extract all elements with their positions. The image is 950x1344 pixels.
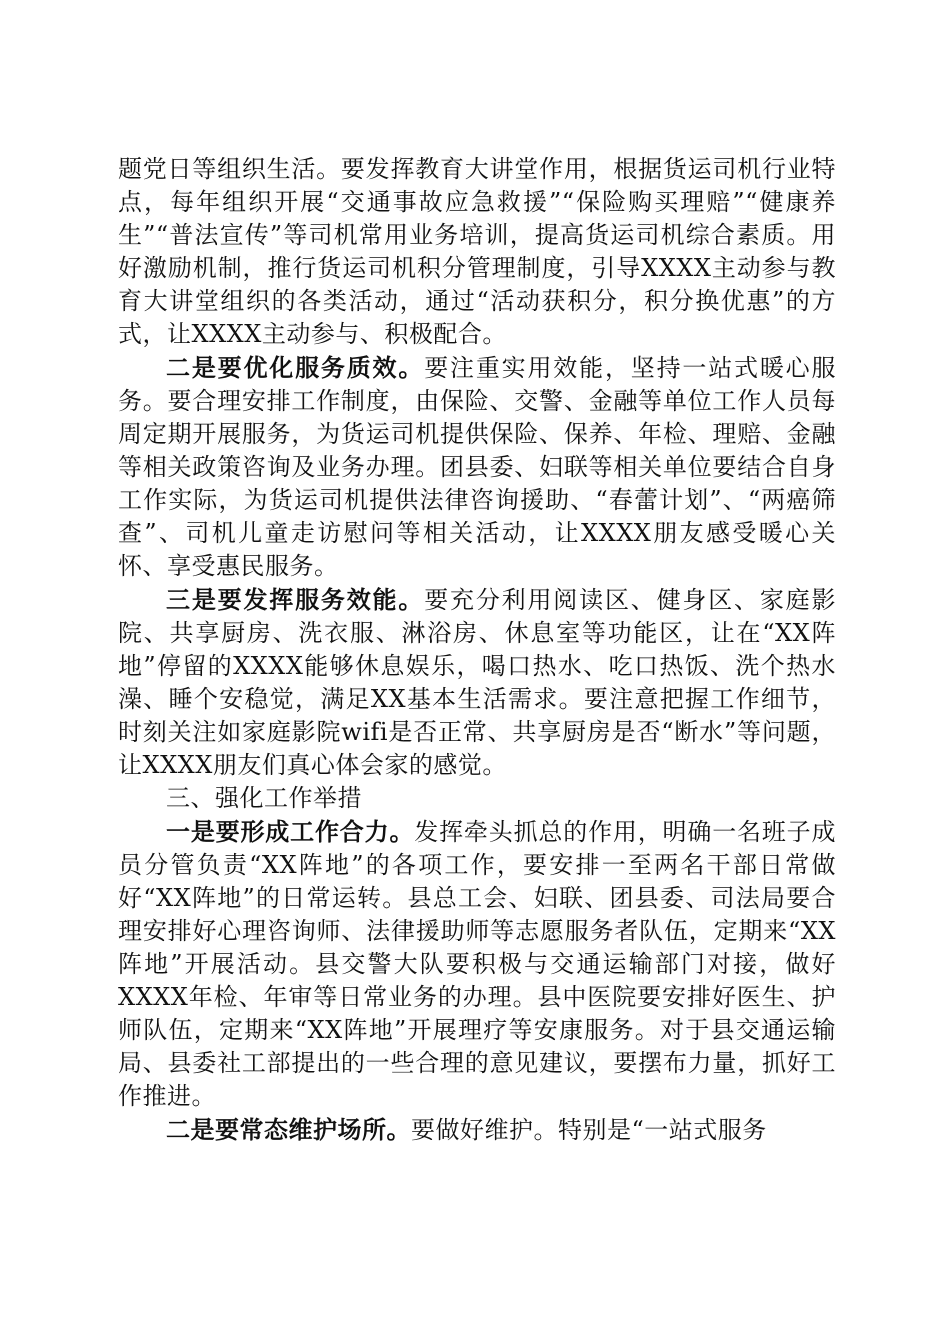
- section-heading: [118, 782, 836, 815]
- paragraph-3: [118, 583, 836, 782]
- paragraph-6-lead: 二是要常态维护场所。: [166, 1115, 411, 1144]
- paragraph-3-text: 要充分利用阅读区、健身区、家庭影院、共享厨房、洗衣服、淋浴房、休息室等功能区，让在“XX阵地”停留的XXXX能够休息娱乐，喝口热水、吃口热饭、洗个热水澡、睡个安稳觉，满足XX基本生活需求。要注意把握工作细节，时刻关注如家庭影院wifi是否正常、共享厨房是否“断水”等问题，让XXXX朋友们真心体会家的感觉。: [118, 586, 837, 779]
- paragraph-6-text: 要做好维护。特别是“一站式服务: [411, 1116, 767, 1144]
- paragraph-2: [118, 351, 836, 583]
- document-page: [118, 153, 836, 1147]
- paragraph-6: [118, 1113, 836, 1147]
- section-heading-text: 三、强化工作举措: [166, 784, 362, 812]
- paragraph-5-lead: 一是要形成工作合力。: [166, 817, 415, 846]
- paragraph-2-text: 要注重实用效能，坚持一站式暖心服务。要合理安排工作制度，由保险、交警、金融等单位工作人员每周定期开展服务，为货运司机提供保险、保养、年检、理赔、金融等相关政策咨询及业务办理。团县委、妇联等相关单位要结合自身工作实际，为货运司机提供法律咨询援助、“春蕾计划”、“两癌筛查”、司机儿童走访慰问等相关活动，让XXXX朋友感受暖心关怀、享受惠民服务。: [118, 354, 837, 580]
- paragraph-2-lead: 二是要优化服务质效。: [166, 353, 425, 382]
- paragraph-5: [118, 815, 836, 1113]
- paragraph-3-lead: 三是要发挥服务效能。: [166, 585, 425, 614]
- paragraph-1-text: 题党日等组织生活。要发挥教育大讲堂作用，根据货运司机行业特点，每年组织开展“交通事故应急救援”“保险购买理赔”“健康养生”“普法宣传”等司机常用业务培训，提高货运司机综合素质。用好激励机制，推行货运司机积分管理制度，引导XXXX主动参与教育大讲堂组织的各类活动，通过“活动获积分，积分换优惠”的方式，让XXXX主动参与、积极配合。: [118, 155, 836, 348]
- paragraph-1: [118, 153, 836, 351]
- paragraph-5-text: 发挥牵头抓总的作用，明确一名班子成员分管负责“XX阵地”的各项工作，要安排一至两名干部日常做好“XX阵地”的日常运转。县总工会、妇联、团县委、司法局要合理安排好心理咨询师、法律援助师等志愿服务者队伍，定期来“XX阵地”开展活动。县交警大队要积极与交通运输部门对接，做好XXXX年检、年审等日常业务的办理。县中医院要安排好医生、护师队伍，定期来“XX阵地”开展理疗等安康服务。对于县交通运输局、县委社工部提出的一些合理的意见建议，要摆布力量，抓好工作推进。: [118, 818, 837, 1110]
